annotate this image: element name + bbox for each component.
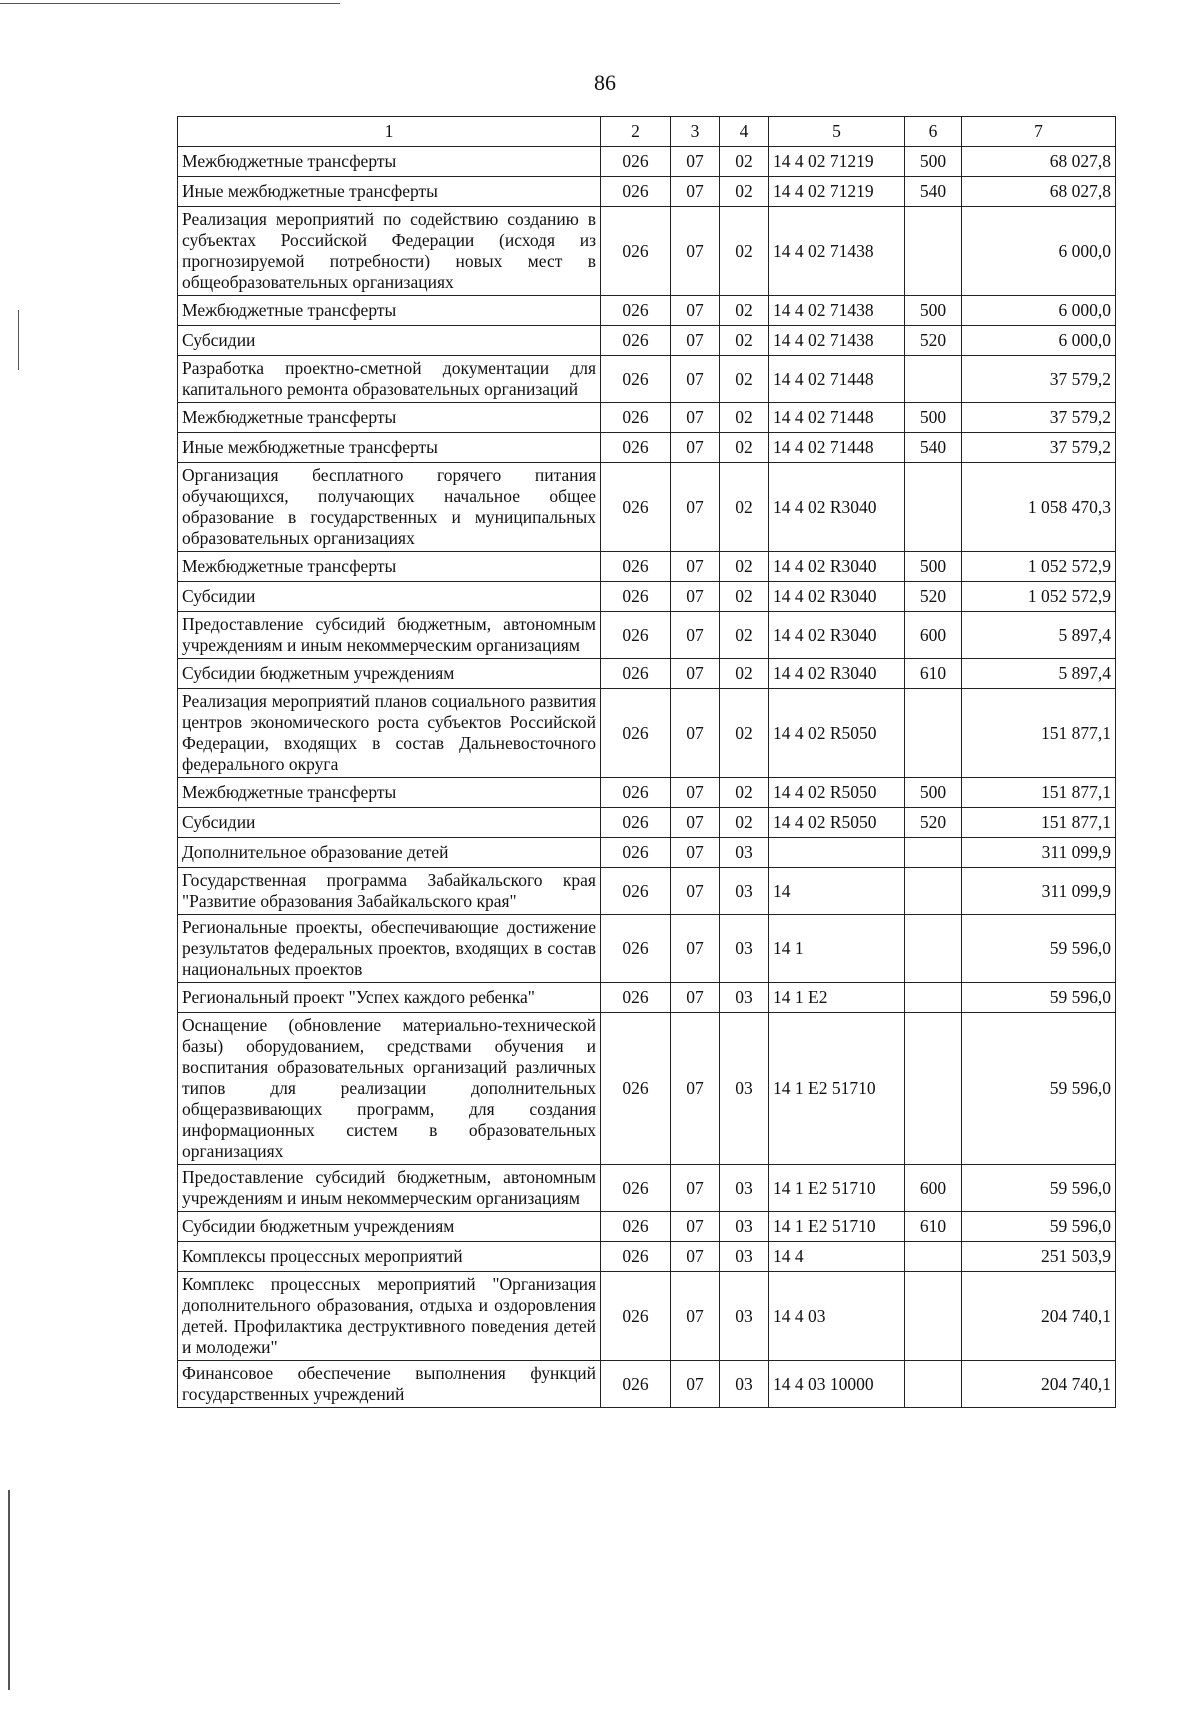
table-row (178, 689, 1116, 778)
cell-section-code: 07 (671, 463, 720, 552)
table-row (178, 463, 1116, 552)
cell-section-code: 07 (671, 1165, 720, 1212)
budget-table (177, 116, 1116, 1408)
cell-section-code: 07 (671, 778, 720, 808)
cell-section-code: 07 (671, 356, 720, 403)
table-row (178, 659, 1116, 689)
header-col-3: 3 (671, 117, 720, 147)
table-row (178, 296, 1116, 326)
cell-section-code: 07 (671, 403, 720, 433)
table-row (178, 808, 1116, 838)
cell-amount: 151 877,1 (962, 689, 1116, 778)
cell-amount: 59 596,0 (962, 915, 1116, 983)
cell-expense-type-code (905, 1361, 962, 1408)
cell-subsection-code: 03 (720, 915, 769, 983)
cell-amount: 251 503,9 (962, 1242, 1116, 1272)
cell-subsection-code: 02 (720, 296, 769, 326)
cell-expense-type-code: 600 (905, 1165, 962, 1212)
cell-amount: 5 897,4 (962, 659, 1116, 689)
cell-item-name: Межбюджетные трансферты (178, 778, 601, 808)
cell-section-code: 07 (671, 838, 720, 868)
cell-item-name: Предоставление субсидий бюджетным, автономным учреждениям и иным некоммерческим организациям (178, 612, 601, 659)
scan-edge-line-left-lower (8, 1490, 10, 1690)
cell-target-article-code: 14 4 02 71219 (769, 177, 905, 207)
cell-item-name: Разработка проектно-сметной документации для капитального ремонта образовательных организаций (178, 356, 601, 403)
table-row (178, 915, 1116, 983)
cell-amount: 6 000,0 (962, 296, 1116, 326)
cell-target-article-code: 14 1 E2 51710 (769, 1013, 905, 1165)
cell-expense-type-code (905, 1013, 962, 1165)
cell-subsection-code: 02 (720, 659, 769, 689)
cell-subsection-code: 03 (720, 1212, 769, 1242)
table-row (178, 582, 1116, 612)
cell-item-name: Субсидии (178, 582, 601, 612)
cell-item-name: Региональный проект "Успех каждого ребенка" (178, 983, 601, 1013)
cell-section-code: 07 (671, 1272, 720, 1361)
cell-item-name: Дополнительное образование детей (178, 838, 601, 868)
cell-subsection-code: 02 (720, 403, 769, 433)
cell-amount: 59 596,0 (962, 1013, 1116, 1165)
table-row (178, 433, 1116, 463)
cell-admin-code: 026 (601, 296, 671, 326)
cell-target-article-code: 14 4 (769, 1242, 905, 1272)
header-col-6: 6 (905, 117, 962, 147)
cell-target-article-code: 14 1 E2 (769, 983, 905, 1013)
cell-admin-code: 026 (601, 463, 671, 552)
cell-section-code: 07 (671, 659, 720, 689)
cell-admin-code: 026 (601, 689, 671, 778)
cell-amount: 59 596,0 (962, 983, 1116, 1013)
cell-item-name: Реализация мероприятий по содействию созданию в субъектах Российской Федерации (исходя из прогнозируемой потребности) новых мест в общеобразовательных организациях (178, 207, 601, 296)
cell-target-article-code: 14 (769, 868, 905, 915)
cell-subsection-code: 03 (720, 1361, 769, 1408)
cell-section-code: 07 (671, 177, 720, 207)
cell-section-code: 07 (671, 868, 720, 915)
cell-section-code: 07 (671, 582, 720, 612)
cell-subsection-code: 02 (720, 433, 769, 463)
table-row (178, 552, 1116, 582)
cell-item-name: Межбюджетные трансферты (178, 403, 601, 433)
cell-amount: 5 897,4 (962, 612, 1116, 659)
cell-amount: 1 052 572,9 (962, 552, 1116, 582)
table-row (178, 1361, 1116, 1408)
cell-admin-code: 026 (601, 326, 671, 356)
scan-edge-line-left (18, 310, 19, 370)
cell-subsection-code: 02 (720, 778, 769, 808)
cell-amount: 59 596,0 (962, 1212, 1116, 1242)
cell-admin-code: 026 (601, 582, 671, 612)
cell-expense-type-code: 500 (905, 552, 962, 582)
cell-expense-type-code: 500 (905, 778, 962, 808)
cell-target-article-code: 14 4 03 10000 (769, 1361, 905, 1408)
header-col-2: 2 (601, 117, 671, 147)
cell-admin-code: 026 (601, 433, 671, 463)
cell-section-code: 07 (671, 1013, 720, 1165)
cell-amount: 68 027,8 (962, 147, 1116, 177)
cell-target-article-code: 14 4 02 R3040 (769, 463, 905, 552)
cell-target-article-code: 14 4 02 71438 (769, 326, 905, 356)
cell-target-article-code: 14 4 02 71448 (769, 433, 905, 463)
cell-subsection-code: 03 (720, 1165, 769, 1212)
header-col-4: 4 (720, 117, 769, 147)
cell-target-article-code: 14 1 E2 51710 (769, 1165, 905, 1212)
cell-subsection-code: 02 (720, 808, 769, 838)
cell-target-article-code: 14 4 02 71438 (769, 207, 905, 296)
cell-section-code: 07 (671, 1361, 720, 1408)
cell-target-article-code: 14 4 02 71448 (769, 403, 905, 433)
cell-subsection-code: 02 (720, 582, 769, 612)
cell-section-code: 07 (671, 915, 720, 983)
cell-admin-code: 026 (601, 1013, 671, 1165)
table-row (178, 983, 1116, 1013)
cell-item-name: Межбюджетные трансферты (178, 147, 601, 177)
cell-target-article-code: 14 4 02 71448 (769, 356, 905, 403)
cell-admin-code: 026 (601, 1272, 671, 1361)
cell-subsection-code: 02 (720, 463, 769, 552)
cell-expense-type-code: 500 (905, 403, 962, 433)
cell-item-name: Субсидии (178, 808, 601, 838)
cell-item-name: Государственная программа Забайкальского края "Развитие образования Забайкальского края" (178, 868, 601, 915)
cell-item-name: Предоставление субсидий бюджетным, автономным учреждениям и иным некоммерческим организациям (178, 1165, 601, 1212)
cell-section-code: 07 (671, 689, 720, 778)
cell-target-article-code: 14 4 02 R3040 (769, 582, 905, 612)
cell-subsection-code: 03 (720, 1272, 769, 1361)
table-body (178, 147, 1116, 1408)
cell-item-name: Субсидии (178, 326, 601, 356)
cell-expense-type-code: 540 (905, 177, 962, 207)
cell-admin-code: 026 (601, 177, 671, 207)
cell-section-code: 07 (671, 326, 720, 356)
cell-target-article-code: 14 4 03 (769, 1272, 905, 1361)
cell-expense-type-code: 610 (905, 1212, 962, 1242)
cell-admin-code: 026 (601, 838, 671, 868)
cell-subsection-code: 02 (720, 612, 769, 659)
cell-target-article-code: 14 4 02 R5050 (769, 778, 905, 808)
cell-target-article-code: 14 4 02 R3040 (769, 552, 905, 582)
cell-amount: 37 579,2 (962, 403, 1116, 433)
cell-expense-type-code (905, 868, 962, 915)
cell-expense-type-code (905, 915, 962, 983)
table-row (178, 1272, 1116, 1361)
cell-amount: 204 740,1 (962, 1272, 1116, 1361)
cell-item-name: Межбюджетные трансферты (178, 296, 601, 326)
table-row (178, 868, 1116, 915)
cell-target-article-code: 14 4 02 R5050 (769, 808, 905, 838)
cell-admin-code: 026 (601, 403, 671, 433)
header-col-7: 7 (962, 117, 1116, 147)
cell-amount: 151 877,1 (962, 778, 1116, 808)
cell-expense-type-code (905, 463, 962, 552)
cell-subsection-code: 02 (720, 552, 769, 582)
header-col-5: 5 (769, 117, 905, 147)
cell-item-name: Субсидии бюджетным учреждениям (178, 659, 601, 689)
cell-item-name: Финансовое обеспечение выполнения функций государственных учреждений (178, 1361, 601, 1408)
table-row (178, 1212, 1116, 1242)
table-row (178, 356, 1116, 403)
cell-admin-code: 026 (601, 915, 671, 983)
cell-amount: 151 877,1 (962, 808, 1116, 838)
cell-amount: 311 099,9 (962, 868, 1116, 915)
cell-section-code: 07 (671, 612, 720, 659)
cell-target-article-code: 14 4 02 71219 (769, 147, 905, 177)
cell-admin-code: 026 (601, 808, 671, 838)
cell-amount: 68 027,8 (962, 177, 1116, 207)
cell-section-code: 07 (671, 808, 720, 838)
cell-section-code: 07 (671, 983, 720, 1013)
cell-admin-code: 026 (601, 1242, 671, 1272)
cell-section-code: 07 (671, 147, 720, 177)
cell-admin-code: 026 (601, 552, 671, 582)
cell-target-article-code: 14 4 02 R3040 (769, 612, 905, 659)
table-row (178, 778, 1116, 808)
table-row (178, 1242, 1116, 1272)
cell-item-name: Организация бесплатного горячего питания обучающихся, получающих начальное общее образование в государственных и муниципальных образовательных организациях (178, 463, 601, 552)
table-row (178, 838, 1116, 868)
cell-item-name: Межбюджетные трансферты (178, 552, 601, 582)
cell-expense-type-code: 540 (905, 433, 962, 463)
cell-section-code: 07 (671, 207, 720, 296)
cell-amount: 204 740,1 (962, 1361, 1116, 1408)
cell-subsection-code: 02 (720, 207, 769, 296)
cell-expense-type-code (905, 207, 962, 296)
cell-admin-code: 026 (601, 1212, 671, 1242)
cell-admin-code: 026 (601, 147, 671, 177)
cell-expense-type-code (905, 1242, 962, 1272)
cell-section-code: 07 (671, 1212, 720, 1242)
cell-subsection-code: 02 (720, 177, 769, 207)
cell-item-name: Реализация мероприятий планов социального развития центров экономического роста субъектов Российской Федерации, входящих в состав Дальневосточного федерального округа (178, 689, 601, 778)
table-row (178, 1165, 1116, 1212)
scan-edge-line-top (0, 3, 340, 4)
cell-admin-code: 026 (601, 659, 671, 689)
cell-section-code: 07 (671, 1242, 720, 1272)
cell-expense-type-code: 520 (905, 326, 962, 356)
cell-amount: 59 596,0 (962, 1165, 1116, 1212)
cell-admin-code: 026 (601, 1165, 671, 1212)
cell-section-code: 07 (671, 296, 720, 326)
cell-amount: 6 000,0 (962, 326, 1116, 356)
cell-section-code: 07 (671, 433, 720, 463)
cell-amount: 1 058 470,3 (962, 463, 1116, 552)
cell-subsection-code: 03 (720, 1242, 769, 1272)
cell-expense-type-code: 610 (905, 659, 962, 689)
cell-expense-type-code (905, 838, 962, 868)
cell-item-name: Региональные проекты, обеспечивающие достижение результатов федеральных проектов, входящих в состав национальных проектов (178, 915, 601, 983)
cell-item-name: Субсидии бюджетным учреждениям (178, 1212, 601, 1242)
cell-item-name: Комплексы процессных мероприятий (178, 1242, 601, 1272)
cell-admin-code: 026 (601, 1361, 671, 1408)
cell-expense-type-code (905, 1272, 962, 1361)
cell-expense-type-code (905, 689, 962, 778)
table-row (178, 207, 1116, 296)
cell-item-name: Иные межбюджетные трансферты (178, 177, 601, 207)
cell-admin-code: 026 (601, 356, 671, 403)
cell-expense-type-code (905, 356, 962, 403)
table-row (178, 326, 1116, 356)
table-row (178, 1013, 1116, 1165)
cell-amount: 1 052 572,9 (962, 582, 1116, 612)
cell-expense-type-code: 520 (905, 808, 962, 838)
cell-subsection-code: 02 (720, 689, 769, 778)
cell-amount: 37 579,2 (962, 433, 1116, 463)
cell-admin-code: 026 (601, 868, 671, 915)
table-row (178, 177, 1116, 207)
cell-target-article-code: 14 4 02 R5050 (769, 689, 905, 778)
page-number: 86 (594, 70, 616, 95)
table-header-row (178, 117, 1116, 147)
cell-subsection-code: 02 (720, 356, 769, 403)
cell-subsection-code: 03 (720, 1013, 769, 1165)
cell-admin-code: 026 (601, 983, 671, 1013)
cell-expense-type-code: 600 (905, 612, 962, 659)
cell-subsection-code: 02 (720, 147, 769, 177)
table-row (178, 403, 1116, 433)
header-col-1: 1 (178, 117, 601, 147)
cell-target-article-code: 14 4 02 R3040 (769, 659, 905, 689)
cell-amount: 6 000,0 (962, 207, 1116, 296)
cell-subsection-code: 03 (720, 983, 769, 1013)
cell-expense-type-code (905, 983, 962, 1013)
cell-expense-type-code: 520 (905, 582, 962, 612)
cell-item-name: Комплекс процессных мероприятий "Организация дополнительного образования, отдыха и оздоровления детей. Профилактика деструктивного поведения детей и молодежи" (178, 1272, 601, 1361)
cell-amount: 311 099,9 (962, 838, 1116, 868)
cell-target-article-code: 14 4 02 71438 (769, 296, 905, 326)
table-row (178, 612, 1116, 659)
cell-target-article-code (769, 838, 905, 868)
cell-subsection-code: 03 (720, 838, 769, 868)
cell-admin-code: 026 (601, 778, 671, 808)
cell-expense-type-code: 500 (905, 147, 962, 177)
cell-expense-type-code: 500 (905, 296, 962, 326)
cell-amount: 37 579,2 (962, 356, 1116, 403)
cell-admin-code: 026 (601, 207, 671, 296)
cell-section-code: 07 (671, 552, 720, 582)
cell-admin-code: 026 (601, 612, 671, 659)
cell-target-article-code: 14 1 (769, 915, 905, 983)
cell-item-name: Иные межбюджетные трансферты (178, 433, 601, 463)
cell-target-article-code: 14 1 E2 51710 (769, 1212, 905, 1242)
cell-item-name: Оснащение (обновление материально-технической базы) оборудованием, средствами обучения и воспитания образовательных организаций различных типов для реализации дополнительных общеразвивающих программ, для создания информационных систем в образовательных организациях (178, 1013, 601, 1165)
table-row (178, 147, 1116, 177)
cell-subsection-code: 02 (720, 326, 769, 356)
cell-subsection-code: 03 (720, 868, 769, 915)
